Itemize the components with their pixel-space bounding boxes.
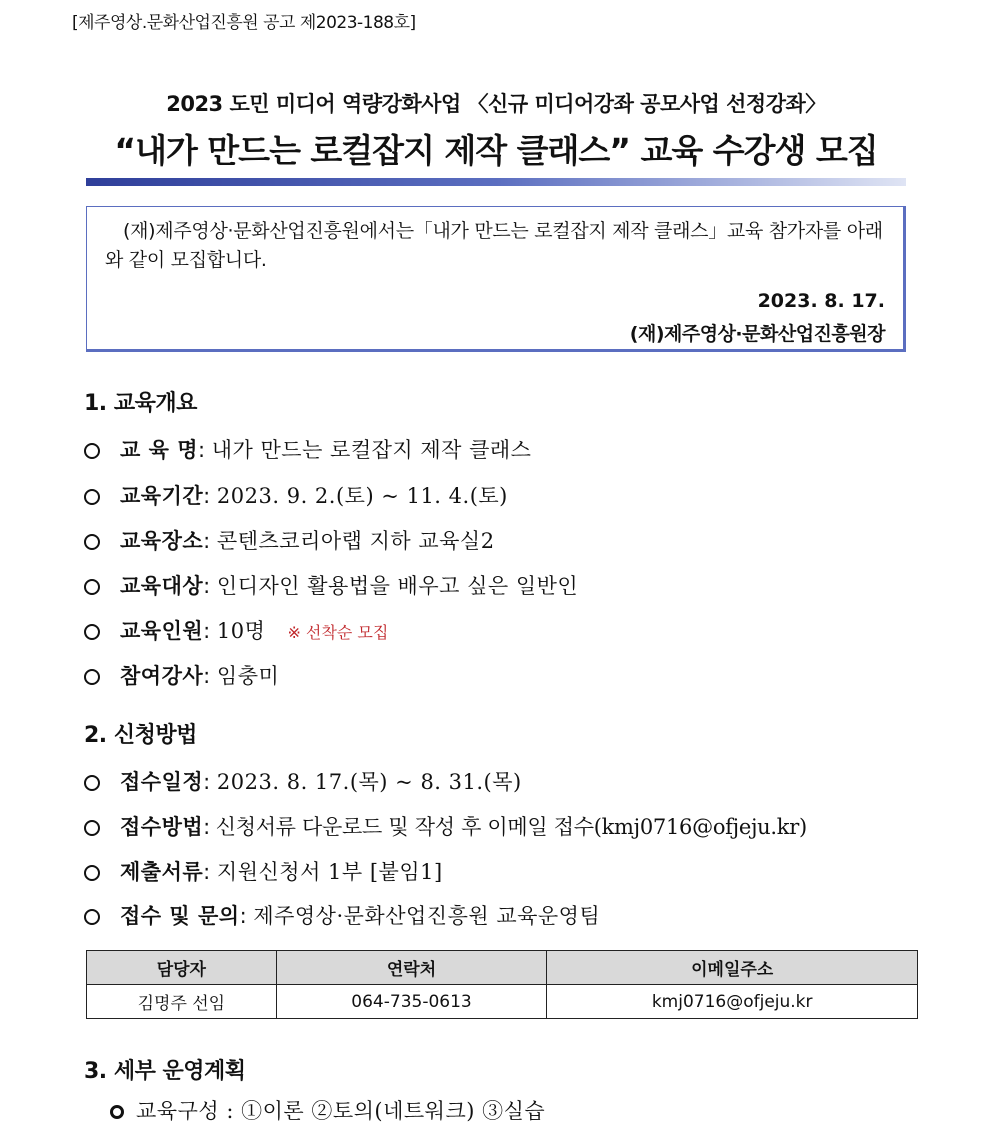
list-item: 접수일정: 2023. 8. 17.(목) ~ 8. 31.(목) bbox=[84, 766, 924, 796]
section-heading-overview: 1. 교육개요 bbox=[84, 391, 197, 416]
circle-bullet-icon bbox=[84, 820, 100, 836]
announcement-organization: (재)제주영상·문화산업진흥원장 bbox=[629, 323, 885, 345]
item-label: 교육장소 bbox=[120, 529, 204, 553]
item-label: 교육인원 bbox=[120, 619, 204, 643]
list-item: 교육대상: 인디자인 활용법을 배우고 싶은 일반인 bbox=[84, 570, 924, 600]
item-text: 교육구성 : ①이론 ②토의(네트워크) ③실습 bbox=[136, 1099, 546, 1123]
announcement-box bbox=[86, 206, 906, 352]
item-label: 교육기간 bbox=[120, 484, 204, 508]
item-value: 2023. 8. 17.(목) ~ 8. 31.(목) bbox=[216, 770, 522, 794]
item-label: 교육대상 bbox=[120, 574, 204, 598]
circle-bullet-icon bbox=[84, 624, 100, 640]
item-label: 접수 및 문의 bbox=[120, 904, 240, 928]
document-title: “내가 만드는 로컬잡지 제작 클래스” 교육 수강생 모집 bbox=[114, 131, 878, 170]
announcement-date: 2023. 8. 17. bbox=[757, 290, 885, 312]
table-cell: 064-735-0613 bbox=[276, 985, 547, 1019]
table-cell: kmj0716@ofjeju.kr bbox=[547, 985, 918, 1019]
item-value: 지원신청서 1부 [붙임1] bbox=[216, 860, 443, 884]
item-label: 교 육 명 bbox=[120, 438, 198, 462]
table-header-row bbox=[87, 951, 918, 985]
table-header-cell: 연락처 bbox=[276, 951, 547, 985]
item-value: 인디자인 활용법을 배우고 싶은 일반인 bbox=[216, 574, 579, 598]
section-heading-application: 2. 신청방법 bbox=[84, 723, 197, 748]
table-row bbox=[87, 985, 918, 1019]
item-label: 참여강사 bbox=[120, 664, 204, 688]
table-header-cell: 이메일주소 bbox=[547, 951, 918, 985]
item-value: 신청서류 다운로드 및 작성 후 이메일 접수(kmj0716@ofjeju.kr) bbox=[215, 815, 807, 839]
notice-number: [제주영상.문화산업진흥원 공고 제2023-188호] bbox=[72, 13, 416, 33]
item-label: 제출서류 bbox=[120, 860, 204, 884]
first-come-note: ※ 선착순 모집 bbox=[287, 623, 389, 642]
list-item: 접수 및 문의: 제주영상·문화산업진흥원 교육운영팀 bbox=[84, 900, 924, 930]
circle-bullet-icon bbox=[84, 909, 100, 925]
item-value: 내가 만드는 로컬잡지 제작 클래스 bbox=[211, 438, 532, 462]
circle-bullet-icon bbox=[84, 775, 100, 791]
circle-bullet-icon bbox=[84, 534, 100, 550]
circle-bullet-icon bbox=[84, 443, 100, 459]
item-value: 임충미 bbox=[216, 664, 280, 688]
item-value: 제주영상·문화산업진흥원 교육운영팀 bbox=[253, 904, 601, 928]
announcement-body: (재)제주영상·문화산업진흥원에서는「내가 만드는 로컬잡지 제작 클래스」교육 참가자를 아래와 같이 모집합니다. bbox=[105, 220, 883, 271]
list-item: 참여강사: 임충미 bbox=[84, 660, 924, 690]
list-item: 제출서류: 지원신청서 1부 [붙임1] bbox=[84, 856, 924, 886]
item-value: 콘텐츠코리아랩 지하 교육실2 bbox=[216, 529, 495, 553]
circle-bullet-icon bbox=[84, 669, 100, 685]
bold-circle-bullet-icon bbox=[110, 1105, 124, 1119]
item-label: 접수일정 bbox=[120, 770, 204, 794]
item-label: 접수방법 bbox=[120, 815, 204, 839]
item-value: 2023. 9. 2.(토) ~ 11. 4.(토) bbox=[216, 484, 508, 508]
circle-bullet-icon bbox=[84, 579, 100, 595]
item-value: 10명 bbox=[216, 619, 266, 643]
list-item: 교 육 명: 내가 만드는 로컬잡지 제작 클래스 bbox=[84, 434, 924, 464]
circle-bullet-icon bbox=[84, 865, 100, 881]
table-cell: 김명주 선임 bbox=[87, 985, 277, 1019]
title-underline-bar bbox=[86, 178, 906, 186]
list-item bbox=[110, 1095, 545, 1125]
document-subtitle: 2023 도민 미디어 역량강화사업 〈신규 미디어강좌 공모사업 선정강좌〉 bbox=[166, 92, 826, 116]
section-heading-plan: 3. 세부 운영계획 bbox=[84, 1059, 246, 1084]
contact-table bbox=[86, 950, 918, 1019]
list-item: 접수방법: 신청서류 다운로드 및 작성 후 이메일 접수(kmj0716@ofjeju.kr) bbox=[84, 811, 924, 841]
list-item: 교육기간: 2023. 9. 2.(토) ~ 11. 4.(토) bbox=[84, 480, 924, 510]
list-item: 교육장소: 콘텐츠코리아랩 지하 교육실2 bbox=[84, 525, 924, 555]
circle-bullet-icon bbox=[84, 489, 100, 505]
table-header-cell: 담당자 bbox=[87, 951, 277, 985]
list-item: 교육인원: 10명 ※ 선착순 모집 bbox=[84, 615, 924, 645]
